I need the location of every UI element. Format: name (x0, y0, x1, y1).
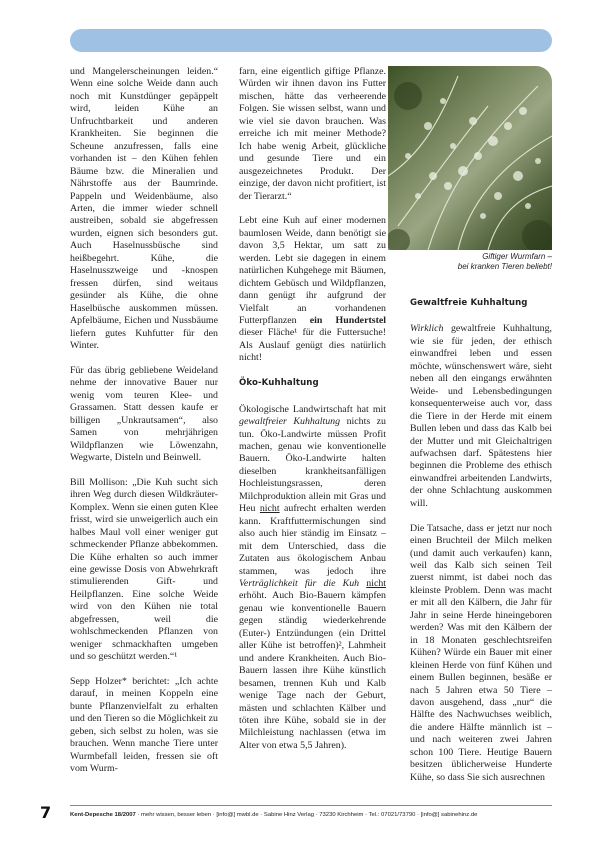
column-1 (70, 66, 218, 788)
paragraph: Sepp Holzer* berichtet: „Ich achte darauf, in meinen Koppeln eine bunte Pflanzenvielfalt zu erhalten und den Tieren so die Möglichkeit zu geben, sich selbst zu holen, was sie brauchen. Wenn manche Tiere unter Wurmbefall leiden, fressen sie oft vom Wurm- (70, 676, 218, 775)
paragraph: Wirklich gewaltfreie Kuhhaltung, wie sie für jeden, der ethisch einwandfrei leben und essen möchte, wünschenswert wäre, sieht neben all den eingangs erwähnten Weide- und Lebensbedingungen konsequenterweise auch vor, dass die Tiere in der Herde mit einem Bullen leben und dass das Kalb bei der Mutter und mit Gleichaltrigen aufwachsen darf. Spätestens hier beginnen die Probleme des ethisch einwandfrei arbeitenden Landwirts, der ohne Schlachtung auskommen will. (410, 323, 552, 509)
paragraph: Ökologische Landwirtschaft hat mit gewaltfreier Kuhhaltung nichts zu tun. Öko-Landwirte müssen Profit machen, genau wie konventionelle Bauern. Öko-Landwirte halten dieselben krankheitsanfälligen Hochleistungsrassen, deren Milchproduktion allein mit Gras und Heu nicht aufrecht erhalten werden kann. Kraftfuttermischungen sind also auch hier ständig im Einsatz – mit dem Unterschied, dass die Zutaten aus ökologischem Anbau stammen, was jedoch ihre Verträglichkeit für die Kuh nicht erhöht. Auch Bio-Bauern kämpfen genau wie konventionelle Bauern gegen ständig wiederkehrende (Euter-) Entzündungen (ein Drittel aller Kühe ist betroffen)², Lahmheit und andere Krankheiten. Auch Bio-Bauern lassen ihre Kühe künstlich besamen, trennen Kuh und Kalb wenige Tage nach der Geburt, mästen und schlachten Kälber und töten ihre Kühe, sobald sie in der Milchleistung nachlassen (etwa im Alter von etwa 5,5 Jahren). (239, 403, 387, 751)
header-bar (70, 29, 552, 52)
emphasis-bold: ein Hundertstel (309, 315, 386, 326)
paragraph: Die Tatsache, dass er jetzt nur noch einen Bruchteil der Milch melken (und damit auch verkaufen) kann, weil das Kalb sich seinen Teil zuerst nimmt, ist dabei noch das kleinste Problem. Denn was macht er mit all den Kälbern, die Jahr für Jahr in seine Herde hineingeboren werden? Was mit den Kälbern der in 18 Monaten geschlechtsreifen Kühen? Würde ein Bauer mit einer kleinen Herde von fünf Kühen und einem Bullen beginnen, besäße er nach 5 Jahren etwa 50 Tiere – davon ausgehend, dass „nur“ die Hälfte des Nachwuchses weiblich, die andere Hälfte männlich ist – und nach weiteren zwei Jahren schon 100 Tiere. Heutige Bauern besitzen üblicherweise Hunderte Kühe, so dass Sie sich ausrechnen (410, 522, 552, 783)
paragraph: und Mangelerscheinungen leiden.“ Wenn eine solche Weide dann auch noch mit Kunstdünger gepäppelt wird, leiden Kühe an Unfruchtbarkeit und anderen Krankheiten. Sie beginnen die Scheune anzufressen, falls eine vorhanden ist – den Kühen fehlen Bäume bzw. die Mineralien und Nährstoffe aus der Baumrinde. Pappeln und Weidenbäume, also Arten, die immer wieder schnell austreiben, sobald sie abgefressen wurden, eignen sich besonders gut. Auch Haselnussbüsche sind heißbegehrt. Kühe, die Haselnusszweige und -knospen fressen dürfen, sind weitaus gesünder als Kühe, die ohne Haselbüsche auskommen müssen. Apfelbäume, Eichen und Nussbäume liefern gutes Kuhfutter für den Winter. (70, 66, 218, 351)
paragraph: farn, eine eigentlich giftige Pflanze. Würden wir ihnen davon ins Futter mischen, hätte das verheerende Folgen. Sie wissen selbst, wann und wie viel sie davon brauchen. Was erreiche ich mit meiner Methode? Ich habe wenig Arbeit, glückliche und gesunde Tiere und ein ausgezeichnetes Produkt. Der einzige, der davon nicht profitiert, ist der Tierarzt.“ (239, 66, 386, 202)
photo-caption: Giftiger Wurmfarn – bei kranken Tieren beliebt! (457, 252, 552, 271)
paragraph: Für das übrig gebliebene Weideland nehme der innovative Bauer nur wenig vom teuren Klee- und Grassamen. Statt dessen kaufe er billigen „Unkrautsamen“, also Samen von mehrjährigen Wildpflanzen wie Löwenzahn, Wegwarte, Disteln und Beinwell. (70, 364, 218, 463)
page-number: 7 (40, 803, 52, 822)
column-3 (410, 295, 552, 797)
fern-photo (388, 66, 552, 250)
section-heading: Öko-Kuhhaltung (239, 378, 319, 389)
footer-rule (70, 805, 552, 806)
section-heading: Gewaltfreie Kuhhaltung (410, 298, 528, 308)
fern-illustration (388, 66, 552, 250)
paragraph: Lebt eine Kuh auf einer modernen baumlosen Weide, dann benötigt sie davon 3,5 Hektar, um satt zu werden. Lebt sie dagegen in einem natürlichen Kuhgehege mit Bäumen, dichtem Gebüsch und Wildpflanzen, dann genügt ihr aufgrund der Vielfalt an vorhandenen Futterpflanzen ein Hundertstel dieser Fläche¹ für die Futtersuche! Als Auslauf genügt dies natürlich nicht! (239, 215, 386, 364)
footer-text: Kent-Depesche 18/2007 · mehr wissen, besser leben · [info@] mwbl.de · Sabine Hinz Verlag · 73230 Kirchheim · Tel.: 07021/73790 · [info@] sabinehinz.de (70, 812, 478, 818)
column-2 (239, 66, 386, 765)
paragraph: Bill Mollison: „Die Kuh sucht sich ihren Weg durch diesen Wildkräuter-Komplex. Wenn sie einen guten Klee frisst, wird sie unweigerlich auch ein halbes Maul voll einer weniger gut schmeckender Pflanze abbekommen. Die Kühe erhalten so auch immer eine gewisse Dosis von Abwehrkraft stimulierenden Gift- und Heilpflanzen. Eine solche Weide wird von den Kühen nie total abgefressen, weil die wohlschmeckenden Pflanzen von weniger schmackhaften umgeben und so geschützt werden.“¹ (70, 476, 218, 663)
